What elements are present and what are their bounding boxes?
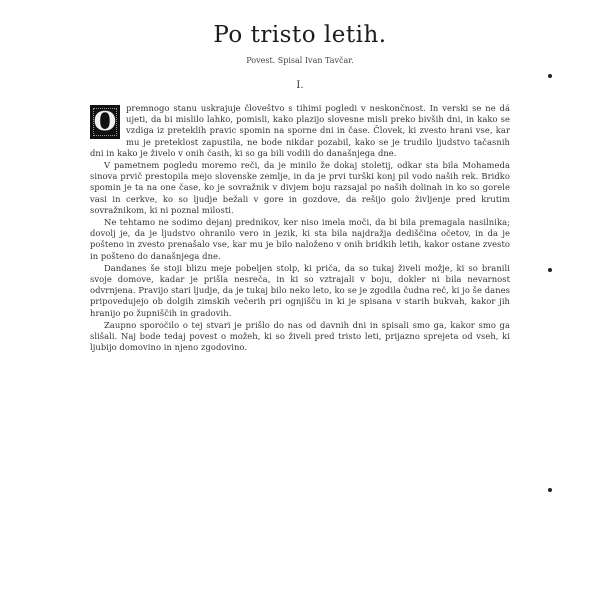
paragraph-3: Ne tehtamo ne sodimo dejanj prednikov, ker niso imela moči, da bi bila premagala nasilnika; dovolj je, da je ljudstvo ohranilo vero in jezik, ki sta bila najdražja dediščina očetov, in da je pošteno in zvesto prenašalo vse, kar mu je bilo naloženo v onih bridkih letih, kakor ostane zvesto in pošteno do današnjega dne. bbox=[90, 217, 510, 261]
margin-mark bbox=[548, 74, 552, 78]
body-text bbox=[90, 103, 510, 353]
margin-mark bbox=[548, 488, 552, 492]
paragraph-2: V pametnem pogledu moremo reči, da je minilo že dokaj stoletij, odkar sta bila Mohameda sinova prvič prestopila mejo slovenske zemlje, in da je prvi turški konj pil vodo naših rek. Bridko spomin je ta na one čase, ko je sovražnik v divjem boju razsajal po naših dolinah in ko so gorele vasi in cerkve, ko so ljudje bežali v gore in gozdove, da rešijo golo življenje pred krutim sovražnikom, ki ni poznal milosti. bbox=[90, 160, 510, 215]
author-byline: Povest. Spisal Ivan Tavčar. bbox=[246, 56, 354, 65]
page-title: Po tristo letih. bbox=[213, 22, 387, 48]
paragraph-5: Zaupno sporočilo o tej stvari je prišlo do nas od davnih dni in spisali smo ga, kakor smo ga slišali. Naj bode tedaj povest o možeh, ki so živeli pred tristo leti, prijazno sprejeta od vseh, ki ljubijo domovino in njeno zgodovino. bbox=[90, 319, 510, 353]
initial-letter: O bbox=[93, 107, 117, 137]
ornamental-initial bbox=[90, 105, 120, 139]
paragraph-1 bbox=[90, 103, 510, 159]
margin-mark bbox=[548, 268, 552, 272]
paragraph-4: Dandanes še stoji blizu meje pobeljen stolp, ki priča, da so tukaj živeli možje, ki so branili svoje domove, kadar je prišla nesreča, in ki so vztrajali v boju, dokler ni bila nevarnost odvrnjena. Pravijo stari ljudje, da je tukaj bilo neko leto, ko se je zgodila čudna reč, ki jo še danes pripovedujejo ob dolgih zimskih večerih pri ognjišču in ki je spisana v starih bukvah, kakor jih hranijo po župniščih in gradovih. bbox=[90, 262, 510, 318]
chapter-number: I. bbox=[296, 80, 304, 91]
paragraph-text: premnogo stanu uskrajuje človeštvo s tihimi pogledi v neskončnost. In verski se ne dá ujeti, da bi mislilo lahko, pomisli, kako plazijo slovesne misli preko bivših dni, in kako se vzdiga iz preteklih pravic spomin na sporne dni in čase. Človek, ki zvesto hrani vse, kar mu je preteklost zapustila, ne bode nikdar pozabil, kako se je trudilo ljudstvo tačasnih dni in kako je živelo v onih časih, ki so ga bili vodili do današnjega dne. bbox=[90, 103, 510, 158]
